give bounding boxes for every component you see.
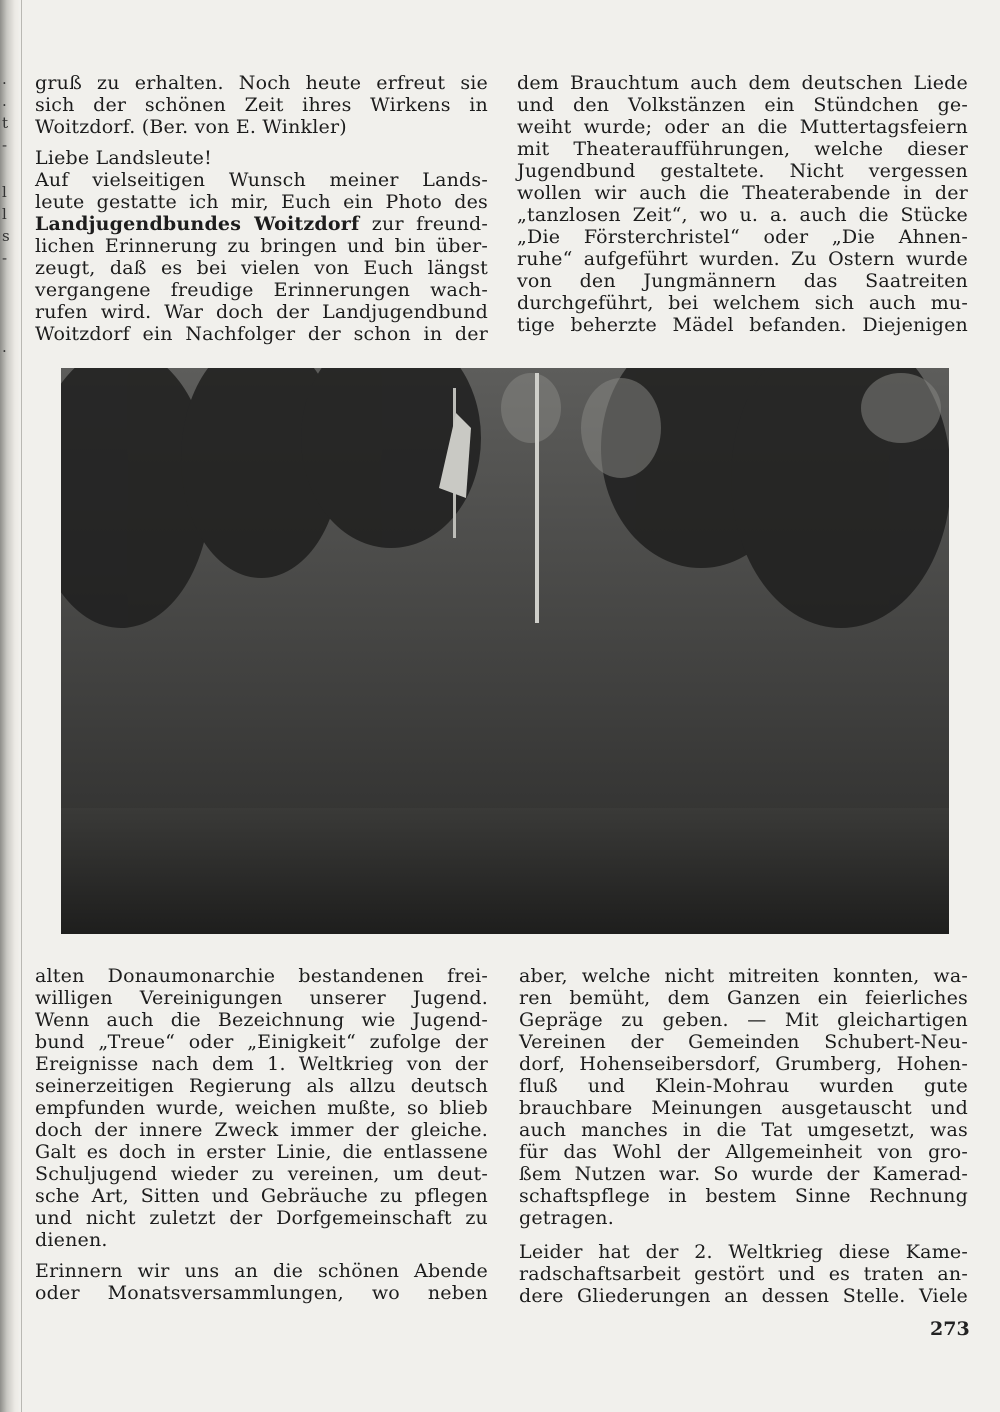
text-line: dienen.	[35, 1229, 108, 1251]
gutter-edge-line	[21, 0, 22, 1412]
text-line: fluß und Klein-Mohrau wurden gute	[519, 1075, 968, 1097]
text-line: für das Wohl der Allgemeinheit von gro-	[519, 1141, 968, 1163]
column-bottom-left	[35, 965, 488, 1304]
text-line: bund „Treue“ oder „Einigkeit“ zufolge der	[35, 1031, 488, 1053]
edge-fragment: .	[2, 70, 7, 88]
text-line: ruhe“ aufgeführt wurden. Zu Ostern wurde	[517, 248, 968, 270]
text-line: dere Gliederungen an dessen Stelle. Viele	[519, 1285, 968, 1307]
edge-fragment: l	[2, 205, 7, 223]
text-line: sche Art, Sitten und Gebräuche zu pflegen	[35, 1185, 488, 1207]
text-line: Galt es doch in erster Linie, die entlassene	[35, 1141, 488, 1163]
text-line: Schuljugend wieder zu vereinen, um deut-	[35, 1163, 488, 1185]
text-line: mit Theateraufführungen, welche dieser	[517, 138, 968, 160]
text-line: brauchbare Meinungen ausgetauscht und	[519, 1097, 968, 1119]
column-bottom-right	[519, 965, 968, 1307]
text-line: leute gestatte ich mir, Euch ein Photo des	[35, 191, 488, 213]
text-line: sich der schönen Zeit ihres Wirkens in	[35, 94, 488, 116]
text-line: empfunden wurde, weichen mußte, so blieb	[35, 1097, 488, 1119]
text-line: dem Brauchtum auch dem deutschen Liede	[517, 72, 968, 94]
text-line: tige beherzte Mädel befanden. Diejenigen	[517, 314, 968, 336]
edge-fragment: t	[2, 114, 9, 132]
text-line: wollen wir auch die Theaterabende in der	[517, 182, 968, 204]
text-line: Erinnern wir uns an die schönen Abende	[35, 1260, 488, 1282]
text-line: vergangene freudige Erinnerungen wach-	[35, 279, 488, 301]
text-line: getragen.	[519, 1207, 614, 1229]
text-line: Vereinen der Gemeinden Schubert-Neu-	[519, 1031, 968, 1053]
edge-fragment: .	[2, 338, 7, 356]
text-line: ren bemüht, dem Ganzen ein feierliches	[519, 987, 968, 1009]
text-line: Woitzdorf ein Nachfolger der schon in der	[35, 323, 488, 345]
birch-trunk	[535, 373, 539, 623]
page-number: 273	[930, 1318, 970, 1340]
text-line: Jugendbund gestaltete. Nicht vergessen	[517, 160, 968, 182]
column-top-right	[517, 72, 968, 336]
text-line: Leider hat der 2. Weltkrieg diese Kame-	[519, 1241, 968, 1263]
text-line: doch der innere Zweck immer der gleiche.	[35, 1119, 488, 1141]
text-line: auch manches in die Tat umgesetzt, was	[519, 1119, 968, 1141]
organization-name: Landjugendbundes Woitzdorf	[35, 213, 360, 235]
text-line: zeugt, daß es bei vielen von Euch längst	[35, 257, 488, 279]
text-line: Auf vielseitigen Wunsch meiner Lands-	[35, 169, 488, 191]
group-photograph	[61, 368, 949, 934]
text-line: lichen Erinnerung zu bringen und bin über-	[35, 235, 488, 257]
salutation: Liebe Landsleute!	[35, 147, 212, 169]
text-line: aber, welche nicht mitreiten konnten, wa-	[519, 965, 968, 987]
text-line: dorf, Hohenseibersdorf, Grumberg, Hohen-	[519, 1053, 968, 1075]
column-top-left	[35, 72, 488, 345]
text-line: weiht wurde; oder an die Muttertagsfeiern	[517, 116, 968, 138]
text-line: Gepräge zu geben. — Mit gleichartigen	[519, 1009, 968, 1031]
edge-fragment: s	[2, 227, 10, 245]
text-line: alten Donaumonarchie bestandenen frei-	[35, 965, 488, 987]
text-line: und den Volkstänzen ein Stündchen ge-	[517, 94, 968, 116]
edge-fragment: -	[2, 249, 8, 267]
text-line: von den Jungmännern das Saatreiten	[517, 270, 968, 292]
text-line: Wenn auch die Bezeichnung wie Jugend-	[35, 1009, 488, 1031]
text-line: seinerzeitigen Regierung als allzu deutsch	[35, 1075, 488, 1097]
text-line: willigen Vereinigungen unserer Jugend.	[35, 987, 488, 1009]
text-line: und nicht zuletzt der Dorfgemeinschaft zu	[35, 1207, 488, 1229]
text-line: durchgeführt, bei welchem sich auch mu-	[517, 292, 968, 314]
text-line: oder Monatsversammlungen, wo neben	[35, 1282, 488, 1304]
text-line: schaftspflege in bestem Sinne Rechnung	[519, 1185, 968, 1207]
text-line: Woitzdorf. (Ber. von E. Winkler)	[35, 116, 347, 138]
text-line: „tanzlosen Zeit“, wo u. a. auch die Stücke	[517, 204, 968, 226]
text-line: ßem Nutzen war. So wurde der Kamerad-	[519, 1163, 968, 1185]
text-line: Landjugendbundes Woitzdorf zur freund-	[35, 213, 488, 235]
text-line: radschaftsarbeit gestört und es traten an-	[519, 1263, 968, 1285]
edge-fragment: l	[2, 183, 7, 201]
text-line: „Die Försterchristel“ oder „Die Ahnen-	[517, 226, 968, 248]
text-line: gruß zu erhalten. Noch heute erfreut sie	[35, 72, 488, 94]
text-line: Ereignisse nach dem 1. Weltkrieg von der	[35, 1053, 488, 1075]
edge-fragment: .	[2, 92, 7, 110]
text-line: rufen wird. War doch der Landjugendbund	[35, 301, 488, 323]
edge-fragment: -	[2, 136, 8, 154]
